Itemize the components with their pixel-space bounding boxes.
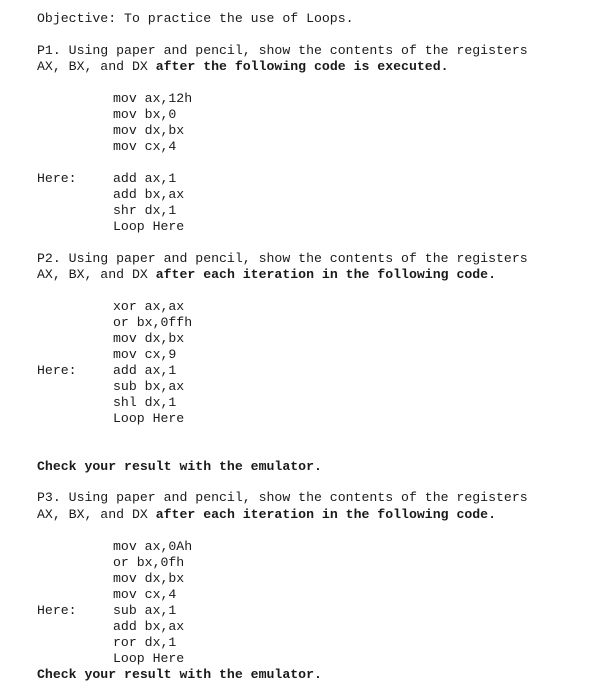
p3-registers-text: AX, BX, and DX xyxy=(37,507,156,522)
p3-check-note: Check your result with the emulator. xyxy=(37,667,322,682)
p1-code-line: add ax,1 xyxy=(113,171,177,186)
p2-code-line: or bx,0ffh xyxy=(113,315,193,330)
p3-code-line: mov cx,4 xyxy=(113,587,177,602)
p1-instruction-line-1: P1. Using paper and pencil, show the contents of the registers xyxy=(37,43,528,58)
p2-check-note: Check your result with the emulator. xyxy=(37,459,322,474)
p3-instruction-line-1: P3. Using paper and pencil, show the contents of the registers xyxy=(37,490,528,505)
p2-code-line: shl dx,1 xyxy=(113,395,177,410)
p1-code-line: mov bx,0 xyxy=(113,107,177,122)
p2-code-line: mov cx,9 xyxy=(113,347,177,362)
p1-code-line: shr dx,1 xyxy=(113,203,177,218)
p2-code-line: mov dx,bx xyxy=(113,331,185,346)
p3-code-line: sub ax,1 xyxy=(113,603,177,618)
p2-code-line: add ax,1 xyxy=(113,363,177,378)
p3-code-line: Loop Here xyxy=(113,651,185,666)
p1-code-line: add bx,ax xyxy=(113,187,185,202)
p3-code-line: mov dx,bx xyxy=(113,571,185,586)
p2-code-line: sub bx,ax xyxy=(113,379,185,394)
p3-code-line: mov ax,0Ah xyxy=(113,539,193,554)
p1-code-line: mov dx,bx xyxy=(113,123,185,138)
p3-loop-label: Here: xyxy=(37,603,77,618)
p3-emphasis-text: after each iteration in the following code. xyxy=(155,507,497,522)
p1-code-line: mov cx,4 xyxy=(113,139,177,154)
p1-instruction-line-2 xyxy=(37,59,449,75)
p2-registers-text: AX, BX, and DX xyxy=(37,267,156,282)
objective-text: Objective: To practice the use of Loops. xyxy=(37,11,354,26)
p3-instruction-line-2 xyxy=(37,507,496,523)
p2-instruction-line-2 xyxy=(37,267,496,283)
p2-loop-label: Here: xyxy=(37,363,77,378)
p2-emphasis-text: after each iteration in the following code. xyxy=(155,267,497,282)
p2-code-line: Loop Here xyxy=(113,411,185,426)
p1-code-line: Loop Here xyxy=(113,219,185,234)
p1-code-line: mov ax,12h xyxy=(113,91,193,106)
p3-code-line: add bx,ax xyxy=(113,619,185,634)
p3-code-line: or bx,0fh xyxy=(113,555,185,570)
p3-code-line: ror dx,1 xyxy=(113,635,177,650)
p2-instruction-line-1: P2. Using paper and pencil, show the contents of the registers xyxy=(37,251,528,266)
p2-code-line: xor ax,ax xyxy=(113,299,185,314)
p1-loop-label: Here: xyxy=(37,171,77,186)
p1-emphasis-text: after the following code is executed. xyxy=(155,59,449,74)
p1-registers-text: AX, BX, and DX xyxy=(37,59,156,74)
